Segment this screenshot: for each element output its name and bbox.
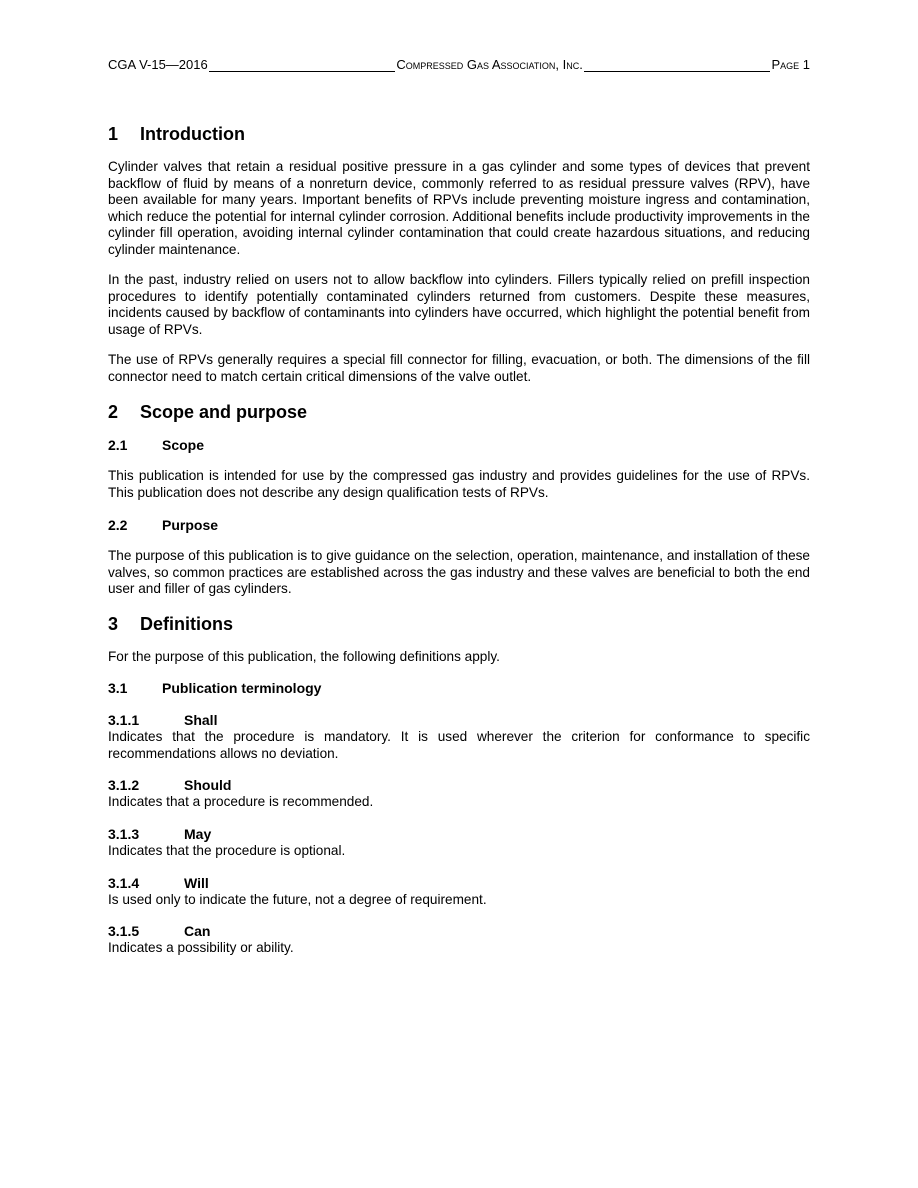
header-doc-id: CGA V-15—2016 <box>108 57 208 72</box>
section-3-heading <box>108 613 233 635</box>
section-title: Definitions <box>140 614 233 634</box>
subsection-2-2-heading <box>108 517 218 534</box>
subsection-number: 2.1 <box>108 437 128 453</box>
section-1-heading <box>108 123 245 145</box>
term-3-1-5-heading <box>108 923 210 940</box>
section-title: Scope and purpose <box>140 402 308 422</box>
section-number: 1 <box>108 124 119 144</box>
term-number: 3.1.4 <box>108 875 140 891</box>
header-page-number: Page 1 <box>771 57 810 72</box>
term-3-1-3-heading <box>108 826 211 843</box>
header-rule-right <box>584 58 771 72</box>
term-3-1-2-definition: Indicates that a procedure is recommended. <box>108 794 374 809</box>
intro-paragraph-1: Cylinder valves that retain a residual positive pressure in a gas cylinder and some types of devices that prevent backflow of fluid by means of a nonreturn device, commonly referred to as residual pressure valves (RPV), have been available for many years. Important benefits of RPVs include preventing moisture ingress and contamination, which reduce the potential for internal cylinder corrosion. Additional benefits include productivity improvements in the cylinder fill operation, avoiding internal cylinder contamination that could create hazardous situations, and reducing cylinder maintenance. <box>108 159 810 257</box>
term-3-1-2-heading <box>108 777 231 794</box>
term-name: Can <box>184 923 211 939</box>
header-organization: Compressed Gas Association, Inc. <box>396 57 583 72</box>
subsection-title: Purpose <box>162 517 219 533</box>
scope-paragraph: This publication is intended for use by the compressed gas industry and provides guidelines for the use of RPVs. This publication does not describe any design qualification tests of RPVs. <box>108 468 810 500</box>
term-number: 3.1.1 <box>108 712 140 728</box>
term-3-1-4-heading <box>108 875 209 892</box>
term-3-1-3-definition: Indicates that the procedure is optional. <box>108 843 346 858</box>
term-3-1-5-definition: Indicates a possibility or ability. <box>108 940 294 955</box>
subsection-2-1-heading <box>108 437 204 454</box>
term-name: Shall <box>184 712 218 728</box>
section-number: 3 <box>108 614 119 634</box>
term-number: 3.1.3 <box>108 826 140 842</box>
term-name: Will <box>184 875 209 891</box>
subsection-number: 2.2 <box>108 517 128 533</box>
purpose-paragraph: The purpose of this publication is to give guidance on the selection, operation, maintenance, and installation of these valves, so common practices are established across the gas industry and these valves are beneficial to both the end user and filler of gas cylinders. <box>108 548 810 596</box>
term-3-1-1-definition: Indicates that the procedure is mandatory. It is used wherever the criterion for conformance to specific recommendations allows no deviation. <box>108 729 810 761</box>
term-3-1-4-definition: Is used only to indicate the future, not a degree of requirement. <box>108 892 487 907</box>
section-number: 2 <box>108 402 119 422</box>
subsection-3-1-heading <box>108 680 321 697</box>
term-name: Should <box>184 777 232 793</box>
term-3-1-1-heading <box>108 712 217 729</box>
definitions-intro: For the purpose of this publication, the following definitions apply. <box>108 649 500 664</box>
intro-paragraph-2: In the past, industry relied on users not to allow backflow into cylinders. Fillers typically relied on prefill inspection procedures to identify potentially contaminated cylinders returned from customers. Despite these measures, incidents caused by backflow of contaminants into cylinders have occurred, which highlight the potential benefit from usage of RPVs. <box>108 272 810 337</box>
subsection-title: Scope <box>162 437 205 453</box>
term-number: 3.1.2 <box>108 777 140 793</box>
running-header <box>108 54 810 72</box>
term-name: May <box>184 826 212 842</box>
intro-paragraph-3: The use of RPVs generally requires a special fill connector for filling, evacuation, or both. The dimensions of the fill connector need to match certain critical dimensions of the valve outlet. <box>108 352 810 384</box>
term-number: 3.1.5 <box>108 923 140 939</box>
section-title: Introduction <box>140 124 245 144</box>
header-rule-left <box>209 58 396 72</box>
subsection-title: Publication terminology <box>162 680 322 696</box>
subsection-number: 3.1 <box>108 680 128 696</box>
section-2-heading <box>108 401 307 423</box>
